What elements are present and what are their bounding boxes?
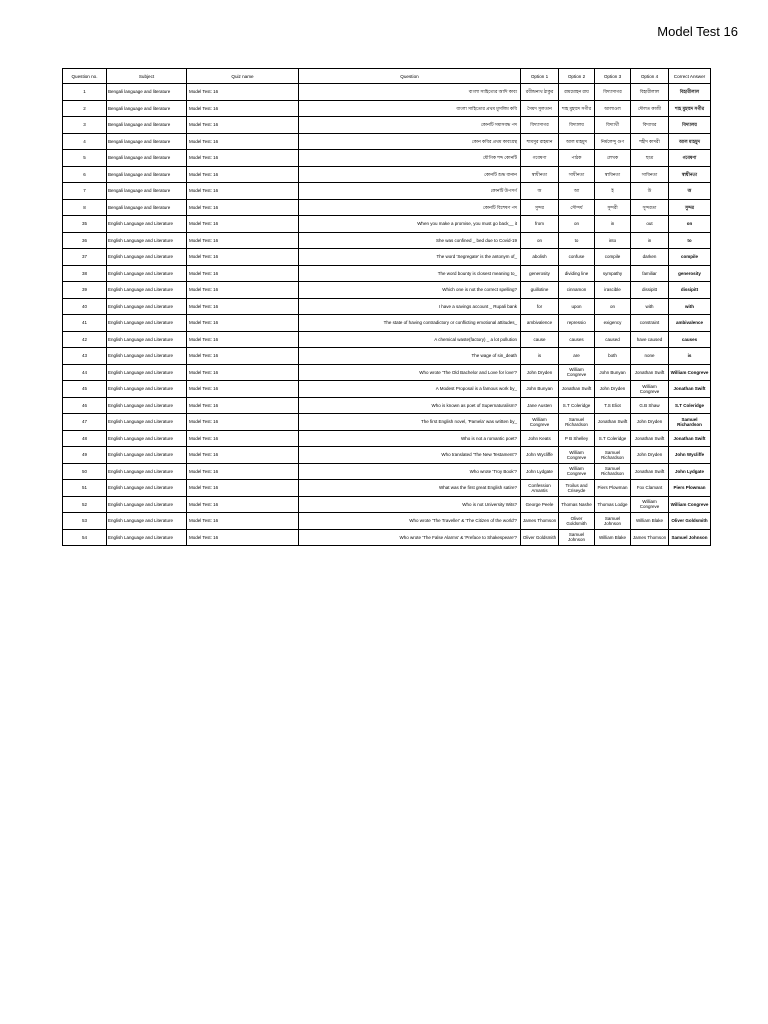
cell-correct-answer: Samuel Johnson: [669, 529, 711, 546]
cell-quiz-name: Model Test: 16: [187, 133, 299, 150]
table-row: [63, 265, 711, 282]
table-row: [63, 480, 711, 497]
header-option-2: Option 2: [559, 69, 595, 84]
cell-question-no: 39: [63, 282, 107, 299]
cell-question-no: 41: [63, 315, 107, 332]
cell-question-no: 45: [63, 381, 107, 398]
cell-correct-answer: অ: [669, 183, 711, 200]
cell-quiz-name: Model Test: 16: [187, 331, 299, 348]
cell-question-no: 43: [63, 348, 107, 365]
cell-quiz-name: Model Test: 16: [187, 117, 299, 134]
table-row: [63, 397, 711, 414]
cell-option-4: constraint: [631, 315, 669, 332]
cell-subject: English Language and Literature: [107, 496, 187, 513]
cell-option-1: শামসুর রাহমান: [521, 133, 559, 150]
cell-quiz-name: Model Test: 16: [187, 364, 299, 381]
cell-option-2: বিদ্যালয়: [559, 117, 595, 134]
cell-question-text: Who is not a romantic poet?: [299, 430, 521, 447]
cell-question-no: 50: [63, 463, 107, 480]
cell-question-text: যৌগিক শব্দ কোনটি: [299, 150, 521, 167]
cell-option-1: generosity: [521, 265, 559, 282]
header-option-3: Option 3: [595, 69, 631, 84]
cell-subject: English Language and Literature: [107, 298, 187, 315]
cell-question-text: What was the first great English satire?: [299, 480, 521, 497]
cell-option-3: both: [595, 348, 631, 365]
cell-option-3: বিদ্যার্থী: [595, 117, 631, 134]
cell-question-no: 8: [63, 199, 107, 216]
cell-quiz-name: Model Test: 16: [187, 480, 299, 497]
cell-option-4: darken: [631, 249, 669, 266]
cell-option-2: confuse: [559, 249, 595, 266]
table-row: [63, 199, 711, 216]
cell-option-2: আল মাহমুদ: [559, 133, 595, 150]
cell-option-3: caused: [595, 331, 631, 348]
cell-correct-answer: generosity: [669, 265, 711, 282]
table-row: [63, 447, 711, 464]
cell-correct-answer: Samuel Richardson: [669, 414, 711, 431]
cell-quiz-name: Model Test: 16: [187, 282, 299, 299]
cell-question-no: 40: [63, 298, 107, 315]
cell-option-1: সৈয়দ সুলতান: [521, 100, 559, 117]
cell-option-2: Samuel Richardson: [559, 414, 595, 431]
cell-quiz-name: Model Test: 16: [187, 265, 299, 282]
cell-subject: English Language and Literature: [107, 265, 187, 282]
cell-question-no: 47: [63, 414, 107, 431]
cell-option-2: S.T Coleridge: [559, 397, 595, 414]
cell-question-no: 38: [63, 265, 107, 282]
cell-quiz-name: Model Test: 16: [187, 298, 299, 315]
cell-question-text: She was confined _ bed due to Covid-19: [299, 232, 521, 249]
cell-question-no: 42: [63, 331, 107, 348]
table-row: [63, 100, 711, 117]
cell-question-text: Who is not University Wits?: [299, 496, 521, 513]
cell-option-2: Thomas Nashe: [559, 496, 595, 513]
cell-option-1: cause: [521, 331, 559, 348]
cell-quiz-name: Model Test: 16: [187, 496, 299, 513]
cell-option-1: রবীন্দ্রনাথ ঠাকুর: [521, 84, 559, 101]
cell-question-text: I have a savings account _ Rupali bank: [299, 298, 521, 315]
header-option-1: Option 1: [521, 69, 559, 84]
cell-quiz-name: Model Test: 16: [187, 381, 299, 398]
cell-option-4: সুন্দরতা: [631, 199, 669, 216]
cell-option-4: William Blake: [631, 513, 669, 530]
cell-option-1: বিদ্যাসাগর: [521, 117, 559, 134]
cell-option-4: out: [631, 216, 669, 233]
cell-question-text: Who translated 'The New Testament'?: [299, 447, 521, 464]
cell-option-1: abolish: [521, 249, 559, 266]
cell-correct-answer: William Congreve: [669, 364, 711, 381]
table-row: [63, 150, 711, 167]
cell-option-2: P B Shelley: [559, 430, 595, 447]
table-row: [63, 364, 711, 381]
cell-question-text: The word bounty is closest meaning to_: [299, 265, 521, 282]
cell-option-3: S.T Coleridge: [595, 430, 631, 447]
cell-quiz-name: Model Test: 16: [187, 150, 299, 167]
table-row: [63, 331, 711, 348]
cell-question-text: Who is known as poet of Supernaturalism?: [299, 397, 521, 414]
cell-question-text: কোনটি বিশেষণ পদ: [299, 199, 521, 216]
table-row: [63, 529, 711, 546]
table-body: [63, 84, 711, 546]
cell-subject: English Language and Literature: [107, 348, 187, 365]
cell-quiz-name: Model Test: 16: [187, 348, 299, 365]
cell-question-no: 48: [63, 430, 107, 447]
cell-question-no: 4: [63, 133, 107, 150]
cell-question-no: 54: [63, 529, 107, 546]
cell-option-2: সৌন্দর্য: [559, 199, 595, 216]
cell-option-4: শহীদ কাদরী: [631, 133, 669, 150]
cell-option-3: Piers Plowman: [595, 480, 631, 497]
cell-question-no: 3: [63, 117, 107, 134]
cell-subject: English Language and Literature: [107, 430, 187, 447]
cell-correct-answer: Oliver Goldsmith: [669, 513, 711, 530]
cell-question-text: কোনটি সমাসবদ্ধ পদ: [299, 117, 521, 134]
table-row: [63, 133, 711, 150]
cell-question-text: Who wrote 'The False Alarms' & 'Preface to Shakespeare'?: [299, 529, 521, 546]
cell-option-2: রামমোহন রায়: [559, 84, 595, 101]
cell-question-text: কোনটি শুদ্ধ বানান: [299, 166, 521, 183]
cell-subject: Bengali language and literature: [107, 166, 187, 183]
table-row: [63, 496, 711, 513]
cell-option-4: Jonathan Swift: [631, 463, 669, 480]
cell-correct-answer: John Wycliffe: [669, 447, 711, 464]
cell-correct-answer: Jonathan Swift: [669, 381, 711, 398]
table-row: [63, 298, 711, 315]
cell-option-3: sympathy: [595, 265, 631, 282]
cell-question-no: 46: [63, 397, 107, 414]
cell-quiz-name: Model Test: 16: [187, 166, 299, 183]
cell-correct-answer: গবেষণা: [669, 150, 711, 167]
cell-question-text: The wage of sin_death: [299, 348, 521, 365]
cell-option-2: are: [559, 348, 595, 365]
cell-option-1: Confession Amantis: [521, 480, 559, 497]
cell-subject: English Language and Literature: [107, 463, 187, 480]
cell-correct-answer: dissipitt: [669, 282, 711, 299]
cell-option-3: লেখক: [595, 150, 631, 167]
cell-option-1: সুন্দর: [521, 199, 559, 216]
cell-option-3: Jonathan Swift: [595, 414, 631, 431]
cell-option-3: in: [595, 216, 631, 233]
cell-option-2: dividing line: [559, 265, 595, 282]
header-subject: Subject: [107, 69, 187, 84]
table-row: [63, 216, 711, 233]
cell-option-1: John Wycliffe: [521, 447, 559, 464]
table-row: [63, 117, 711, 134]
cell-subject: English Language and Literature: [107, 331, 187, 348]
cell-option-2: শাহ মুহম্মদ সগীর: [559, 100, 595, 117]
cell-option-1: অ: [521, 183, 559, 200]
cell-option-4: John Dryden: [631, 414, 669, 431]
table-row: [63, 166, 711, 183]
cell-option-1: Oliver Goldsmith: [521, 529, 559, 546]
cell-option-3: Samuel Richardson: [595, 463, 631, 480]
cell-question-text: The state of having contradictory or conflicting emotional attitudes_: [299, 315, 521, 332]
cell-option-1: John Lydgate: [521, 463, 559, 480]
table-header-row: [63, 69, 711, 84]
table-row: [63, 183, 711, 200]
header-question-no: Question no.: [63, 69, 107, 84]
cell-option-1: on: [521, 232, 559, 249]
cell-subject: English Language and Literature: [107, 249, 187, 266]
cell-option-1: guillotine: [521, 282, 559, 299]
cell-quiz-name: Model Test: 16: [187, 183, 299, 200]
cell-option-4: with: [631, 298, 669, 315]
cell-subject: English Language and Literature: [107, 216, 187, 233]
cell-quiz-name: Model Test: 16: [187, 397, 299, 414]
cell-option-4: বিহারীলাল: [631, 84, 669, 101]
cell-option-4: দৌলত কাজী: [631, 100, 669, 117]
cell-subject: English Language and Literature: [107, 232, 187, 249]
cell-option-1: William Congreve: [521, 414, 559, 431]
cell-quiz-name: Model Test: 16: [187, 513, 299, 530]
cell-question-no: 37: [63, 249, 107, 266]
cell-quiz-name: Model Test: 16: [187, 199, 299, 216]
cell-subject: English Language and Literature: [107, 364, 187, 381]
cell-option-4: have caused: [631, 331, 669, 348]
cell-question-no: 51: [63, 480, 107, 497]
cell-option-3: নির্মলেন্দু গুণ: [595, 133, 631, 150]
table-row: [63, 348, 711, 365]
cell-option-2: আ: [559, 183, 595, 200]
cell-correct-answer: William Congreve: [669, 496, 711, 513]
cell-option-2: William Congreve: [559, 463, 595, 480]
cell-option-1: ambivalence: [521, 315, 559, 332]
cell-option-4: none: [631, 348, 669, 365]
table-row: [63, 513, 711, 530]
cell-correct-answer: with: [669, 298, 711, 315]
cell-subject: English Language and Literature: [107, 529, 187, 546]
header-option-4: Option 4: [631, 69, 669, 84]
cell-question-text: Who wrote 'The Old Bachelor and Love for love'?: [299, 364, 521, 381]
cell-option-1: John Dryden: [521, 364, 559, 381]
cell-option-1: for: [521, 298, 559, 315]
cell-question-text: Which one is not the correct spelling?: [299, 282, 521, 299]
cell-option-3: William Blake: [595, 529, 631, 546]
cell-question-text: The word 'Segregate' is the antonym of_: [299, 249, 521, 266]
cell-quiz-name: Model Test: 16: [187, 414, 299, 431]
cell-question-text: The first English novel, 'Pamela' was written by_: [299, 414, 521, 431]
cell-subject: English Language and Literature: [107, 282, 187, 299]
cell-option-1: Jane Austen: [521, 397, 559, 414]
table-row: [63, 315, 711, 332]
cell-option-2: William Congreve: [559, 447, 595, 464]
cell-correct-answer: to: [669, 232, 711, 249]
cell-question-text: Who wrote 'The Traveller' & 'The Citizen of the world'?: [299, 513, 521, 530]
cell-correct-answer: Piers Plowman: [669, 480, 711, 497]
cell-option-4: William Congreve: [631, 496, 669, 513]
cell-question-no: 5: [63, 150, 107, 167]
cell-option-3: Samuel Johnson: [595, 513, 631, 530]
cell-question-text: Who wrote 'Troy Book'?: [299, 463, 521, 480]
cell-option-1: John Bunyan: [521, 381, 559, 398]
cell-option-2: on: [559, 216, 595, 233]
cell-question-no: 44: [63, 364, 107, 381]
cell-subject: Bengali language and literature: [107, 150, 187, 167]
cell-correct-answer: S.T Coleridge: [669, 397, 711, 414]
page-title: Model Test 16: [657, 24, 738, 39]
cell-question-no: 1: [63, 84, 107, 101]
cell-question-no: 35: [63, 216, 107, 233]
cell-option-2: Oliver Goldsmith: [559, 513, 595, 530]
cell-question-no: 36: [63, 232, 107, 249]
cell-quiz-name: Model Test: 16: [187, 430, 299, 447]
cell-option-3: into: [595, 232, 631, 249]
cell-option-1: গবেষণা: [521, 150, 559, 167]
cell-option-3: John Bunyan: [595, 364, 631, 381]
cell-option-1: from: [521, 216, 559, 233]
cell-correct-answer: ambivalence: [669, 315, 711, 332]
cell-option-3: irascible: [595, 282, 631, 299]
cell-question-no: 49: [63, 447, 107, 464]
question-sheet: [62, 68, 710, 546]
cell-quiz-name: Model Test: 16: [187, 216, 299, 233]
cell-correct-answer: স্বাধীনতা: [669, 166, 711, 183]
cell-option-2: Troilus and Criseyde: [559, 480, 595, 497]
cell-question-text: A Modest Proposal is a famous work by_: [299, 381, 521, 398]
cell-correct-answer: is: [669, 348, 711, 365]
cell-quiz-name: Model Test: 16: [187, 100, 299, 117]
cell-subject: English Language and Literature: [107, 381, 187, 398]
cell-option-4: John Dryden: [631, 447, 669, 464]
cell-option-3: আলাওল: [595, 100, 631, 117]
cell-correct-answer: compile: [669, 249, 711, 266]
cell-option-1: George Peele: [521, 496, 559, 513]
cell-correct-answer: সুন্দর: [669, 199, 711, 216]
cell-subject: English Language and Literature: [107, 414, 187, 431]
cell-option-4: Jonathan Swift: [631, 430, 669, 447]
cell-subject: Bengali language and literature: [107, 117, 187, 134]
cell-subject: English Language and Literature: [107, 397, 187, 414]
cell-correct-answer: শাহ মুহম্মদ সগীর: [669, 100, 711, 117]
cell-correct-answer: Jonathan Swift: [669, 430, 711, 447]
cell-question-no: 52: [63, 496, 107, 513]
cell-option-3: Samuel Richardson: [595, 447, 631, 464]
table-row: [63, 430, 711, 447]
cell-quiz-name: Model Test: 16: [187, 84, 299, 101]
cell-option-2: Jonathan Swift: [559, 381, 595, 398]
cell-subject: Bengali language and literature: [107, 133, 187, 150]
cell-subject: Bengali language and literature: [107, 100, 187, 117]
header-quiz-name: Quiz name: [187, 69, 299, 84]
cell-correct-answer: causes: [669, 331, 711, 348]
cell-subject: English Language and Literature: [107, 513, 187, 530]
table-row: [63, 463, 711, 480]
cell-option-3: Thomas Lodge: [595, 496, 631, 513]
cell-option-3: বিদ্যাসাগর: [595, 84, 631, 101]
cell-question-text: বাংলা সাহিত্যের প্রথম মুসলিম কবি: [299, 100, 521, 117]
cell-question-text: কোনটি উপসর্গ: [299, 183, 521, 200]
cell-subject: Bengali language and literature: [107, 199, 187, 216]
cell-option-4: dissipitt: [631, 282, 669, 299]
cell-option-4: সাধিনতা: [631, 166, 669, 183]
cell-option-4: Fox Clamant: [631, 480, 669, 497]
cell-option-2: causes: [559, 331, 595, 348]
cell-subject: Bengali language and literature: [107, 183, 187, 200]
cell-option-4: familiar: [631, 265, 669, 282]
cell-quiz-name: Model Test: 16: [187, 249, 299, 266]
cell-option-2: পাঠক: [559, 150, 595, 167]
cell-option-3: compile: [595, 249, 631, 266]
cell-option-3: ই: [595, 183, 631, 200]
cell-question-text: কোন কবির প্রথম কাব্যগ্রন্থ: [299, 133, 521, 150]
cell-option-4: উ: [631, 183, 669, 200]
cell-option-2: to: [559, 232, 595, 249]
cell-question-no: 2: [63, 100, 107, 117]
cell-option-2: cinnamon: [559, 282, 595, 299]
cell-option-1: স্বাধীনতা: [521, 166, 559, 183]
cell-quiz-name: Model Test: 16: [187, 463, 299, 480]
table-row: [63, 84, 711, 101]
cell-option-3: স্বাধিনতা: [595, 166, 631, 183]
cell-question-text: When you make a promise, you must go back__ it: [299, 216, 521, 233]
cell-subject: English Language and Literature: [107, 315, 187, 332]
cell-quiz-name: Model Test: 16: [187, 447, 299, 464]
cell-option-2: upon: [559, 298, 595, 315]
table-row: [63, 282, 711, 299]
cell-subject: English Language and Literature: [107, 480, 187, 497]
cell-option-4: ছাত্র: [631, 150, 669, 167]
cell-option-4: James Thomson: [631, 529, 669, 546]
cell-question-text: বাংলা সাহিত্যের আদি কাব্য: [299, 84, 521, 101]
cell-quiz-name: Model Test: 16: [187, 232, 299, 249]
cell-option-4: William Congreve: [631, 381, 669, 398]
table-row: [63, 249, 711, 266]
cell-option-2: সাধীনতা: [559, 166, 595, 183]
table-row: [63, 381, 711, 398]
questions-table: [62, 68, 711, 546]
cell-question-no: 7: [63, 183, 107, 200]
cell-correct-answer: John Lydgate: [669, 463, 711, 480]
table-row: [63, 414, 711, 431]
cell-option-2: repressio: [559, 315, 595, 332]
cell-subject: English Language and Literature: [107, 447, 187, 464]
header-correct-answer: Correct Answer: [669, 69, 711, 84]
table-row: [63, 232, 711, 249]
cell-quiz-name: Model Test: 16: [187, 315, 299, 332]
cell-option-3: John Dryden: [595, 381, 631, 398]
cell-option-3: T.S Eliot: [595, 397, 631, 414]
cell-option-2: Samuel Johnson: [559, 529, 595, 546]
cell-question-text: A chemical waste(factory) _ a lot pollution: [299, 331, 521, 348]
cell-option-4: Jonathan Swift: [631, 364, 669, 381]
cell-option-4: বিদ্যাধর: [631, 117, 669, 134]
cell-option-1: John Keats: [521, 430, 559, 447]
cell-correct-answer: বিদ্যালয়: [669, 117, 711, 134]
cell-option-1: is: [521, 348, 559, 365]
cell-option-1: James Thomson: [521, 513, 559, 530]
cell-correct-answer: আল মাহমুদ: [669, 133, 711, 150]
cell-quiz-name: Model Test: 16: [187, 529, 299, 546]
cell-option-4: in: [631, 232, 669, 249]
cell-correct-answer: on: [669, 216, 711, 233]
cell-option-3: on: [595, 298, 631, 315]
cell-option-2: William Congreve: [559, 364, 595, 381]
header-question: Question: [299, 69, 521, 84]
cell-option-3: সুন্দরী: [595, 199, 631, 216]
cell-subject: Bengali language and literature: [107, 84, 187, 101]
cell-question-no: 53: [63, 513, 107, 530]
cell-option-4: G.B Shaw: [631, 397, 669, 414]
cell-option-3: exigency: [595, 315, 631, 332]
cell-correct-answer: বিহারীলাল: [669, 84, 711, 101]
cell-question-no: 6: [63, 166, 107, 183]
